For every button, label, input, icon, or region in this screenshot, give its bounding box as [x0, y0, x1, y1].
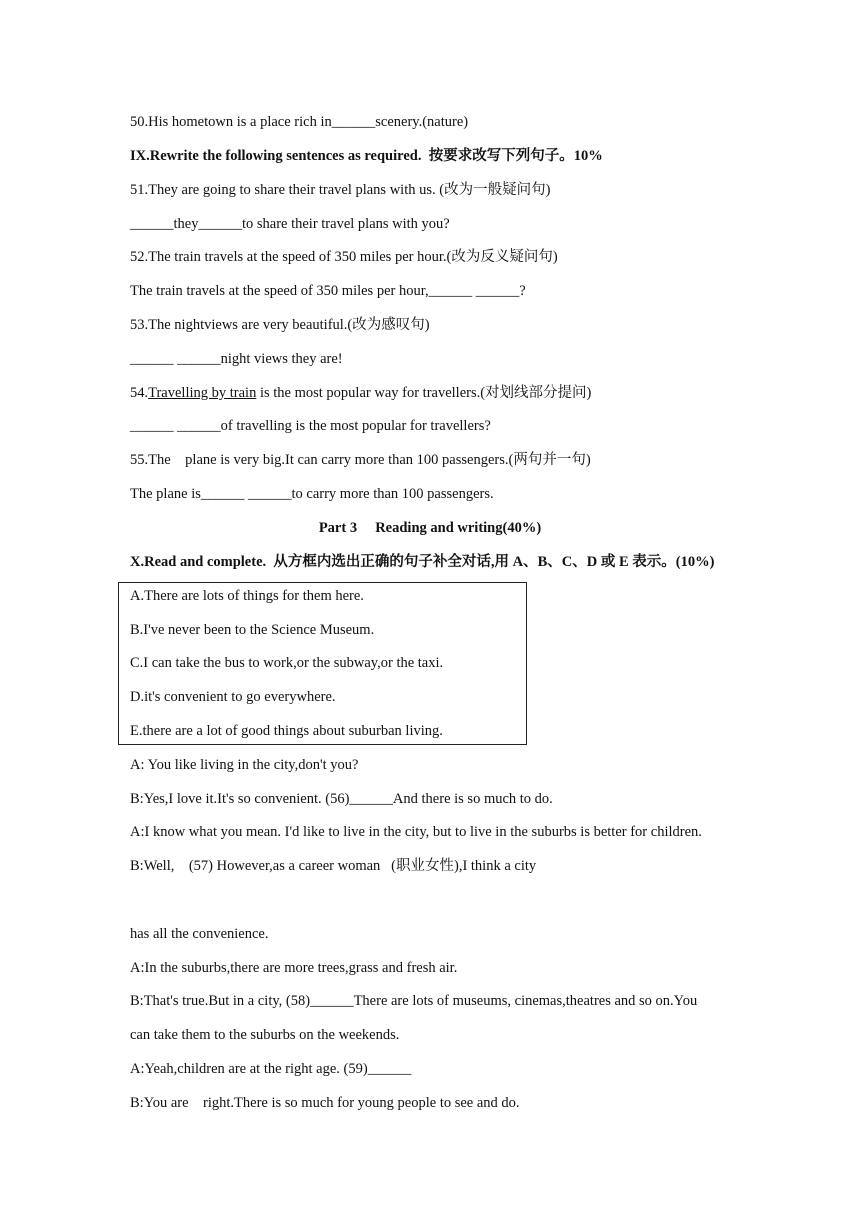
dialogue-line: A:I know what you mean. I'd like to live in the city, but to live in the suburbs is better for children. [130, 824, 702, 840]
question-54-answer: ______ ______of travelling is the most popular for travellers? [130, 418, 491, 434]
question-55: 55.The plane is very big.It can carry more than 100 passengers.(两句并一句) [130, 452, 591, 468]
dialogue-line: A:Yeah,children are at the right age. (59)______ [130, 1061, 412, 1077]
question-51: 51.They are going to share their travel plans with us. (改为一般疑问句) [130, 182, 551, 198]
dialogue-line: B:You are right.There is so much for young people to see and do. [130, 1095, 520, 1111]
section-9-title: IX.Rewrite the following sentences as required. 按要求改写下列句子。10% [130, 148, 603, 164]
dialogue-line: A: You like living in the city,don't you? [130, 757, 359, 773]
question-54 [130, 384, 591, 402]
dialogue-line: has all the convenience. [130, 926, 269, 942]
part-3-title: Part 3 Reading and writing(40%) [318, 520, 542, 536]
dialogue-line: B:Well, (57) However,as a career woman (职业女性),I think a city [130, 858, 537, 874]
option-d: D.it's convenient to go everywhere. [130, 689, 336, 705]
question-53: 53.The nightviews are very beautiful.(改为感叹句) [130, 317, 430, 333]
question-53-answer: ______ ______night views they are! [130, 351, 343, 367]
question-54-number: 54. [130, 385, 149, 401]
option-a: A.There are lots of things for them here. [130, 588, 364, 604]
dialogue-line: B:That's true.But in a city, (58)______There are lots of museums, cinemas,theatres and so on.You [130, 993, 698, 1009]
question-54-underlined: Travelling by train [148, 385, 257, 401]
question-55-answer: The plane is______ ______to carry more than 100 passengers. [130, 486, 494, 502]
question-52-answer: The train travels at the speed of 350 miles per hour,______ ______? [130, 283, 526, 299]
question-54-rest: is the most popular way for travellers.(对划线部分提问) [256, 385, 592, 401]
question-52: 52.The train travels at the speed of 350 miles per hour.(改为反义疑问句) [130, 249, 558, 265]
option-c: C.I can take the bus to work,or the subway,or the taxi. [130, 655, 444, 671]
option-e: E.there are a lot of good things about suburban living. [130, 723, 443, 739]
dialogue-line: A:In the suburbs,there are more trees,grass and fresh air. [130, 960, 458, 976]
section-10-title: X.Read and complete. 从方框内选出正确的句子补全对话,用 A、B、C、D 或 E 表示。(10%) [130, 554, 715, 570]
question-50: 50.His hometown is a place rich in______scenery.(nature) [130, 114, 469, 130]
dialogue-line: can take them to the suburbs on the weekends. [130, 1027, 400, 1043]
dialogue-line: B:Yes,I love it.It's so convenient. (56)______And there is so much to do. [130, 791, 553, 807]
option-b: B.I've never been to the Science Museum. [130, 622, 375, 638]
question-51-answer: ______they______to share their travel plans with you? [130, 216, 450, 232]
